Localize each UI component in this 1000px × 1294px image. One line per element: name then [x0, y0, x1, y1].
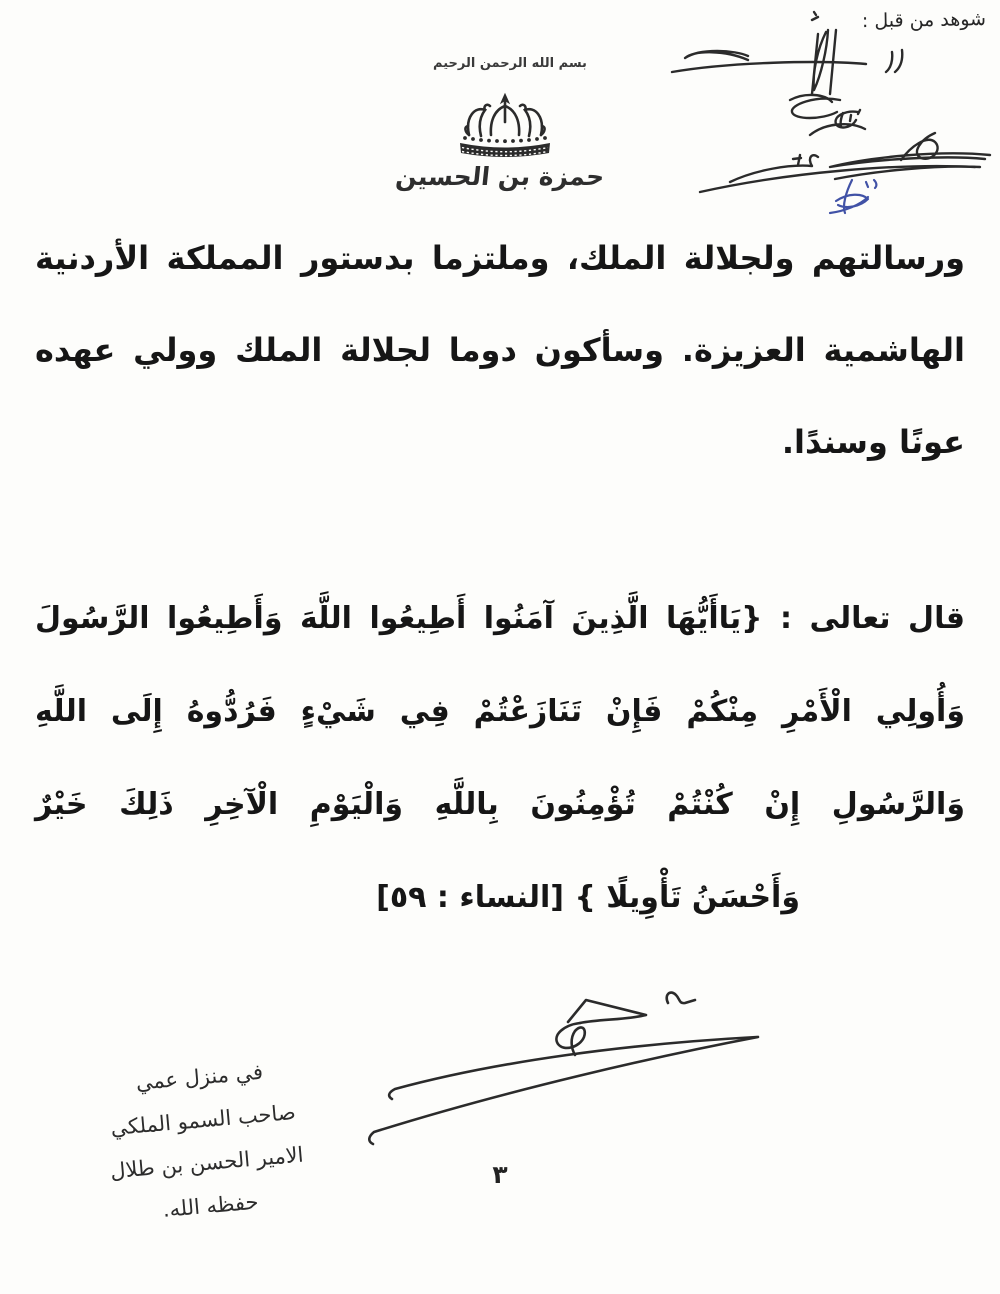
verse-line: وَالرَّسُولِ إِنْ كُنْتُمْ تُؤْمِنُونَ بِاللَّهِ وَالْيَوْمِ الْآخِرِ ذَلِكَ خَيْرٌ	[35, 787, 965, 822]
footer-note-line: حفظه الله.	[161, 1189, 260, 1222]
hashemite-crown-icon	[444, 90, 566, 160]
signature-stroke	[812, 30, 836, 94]
body-line: الهاشمية العزيزة. وسأكون دوما لجلالة الملك وولي عهده	[35, 331, 965, 369]
signature-stroke	[793, 155, 801, 165]
page-number: ٣	[492, 1160, 508, 1189]
footer-note-line: الامير الحسن بن طلال	[109, 1142, 305, 1184]
blue-initials-stroke	[830, 180, 876, 213]
body-line: ورسالتهم ولجلالة الملك، وملتزما بدستور المملكة الأردنية	[35, 239, 965, 277]
footer-note-line: صاحب السمو الملكي	[109, 1100, 297, 1141]
quran-verse	[35, 572, 965, 944]
body-line: عونًا وسندًا.	[781, 423, 965, 461]
signature-stroke	[667, 993, 695, 1004]
signature-stroke	[672, 62, 866, 72]
signature-stroke	[812, 12, 818, 20]
verse-line: وَأَحْسَنُ تَأْوِيلًا } [النساء : ٥٩]	[376, 880, 800, 915]
signature-scribbles	[640, 0, 997, 232]
body-paragraph	[35, 212, 965, 488]
signature-stroke	[685, 51, 748, 60]
verse-line: قال تعالى : {يَاأَيُّهَا الَّذِينَ آمَنُوا أَطِيعُوا اللَّهَ وَأَطِيعُوا الرَّسُولَ	[35, 601, 965, 636]
signature-stroke	[568, 1000, 646, 1023]
main-signature	[328, 958, 762, 1154]
handwritten-footer-note	[39, 1042, 371, 1241]
footer-note-line: في منزل عمي	[134, 1059, 264, 1095]
bismillah-calligraphy: بسم الله الرحمن الرحيم	[433, 56, 587, 71]
name-calligraphy: حمزة بن الحسين	[394, 162, 606, 191]
handwritten-top-note: شوهد من قبل :	[861, 7, 987, 33]
verse-line: وَأُولِي الْأَمْرِ مِنْكُمْ فَإِنْ تَنَازَعْتُمْ فِي شَيْءٍ فَرُدُّوهُ إِلَى اللَّهِ	[35, 694, 965, 729]
signature-stroke	[556, 1023, 584, 1055]
signature-stroke	[886, 50, 902, 72]
signature-stroke	[369, 1037, 758, 1144]
